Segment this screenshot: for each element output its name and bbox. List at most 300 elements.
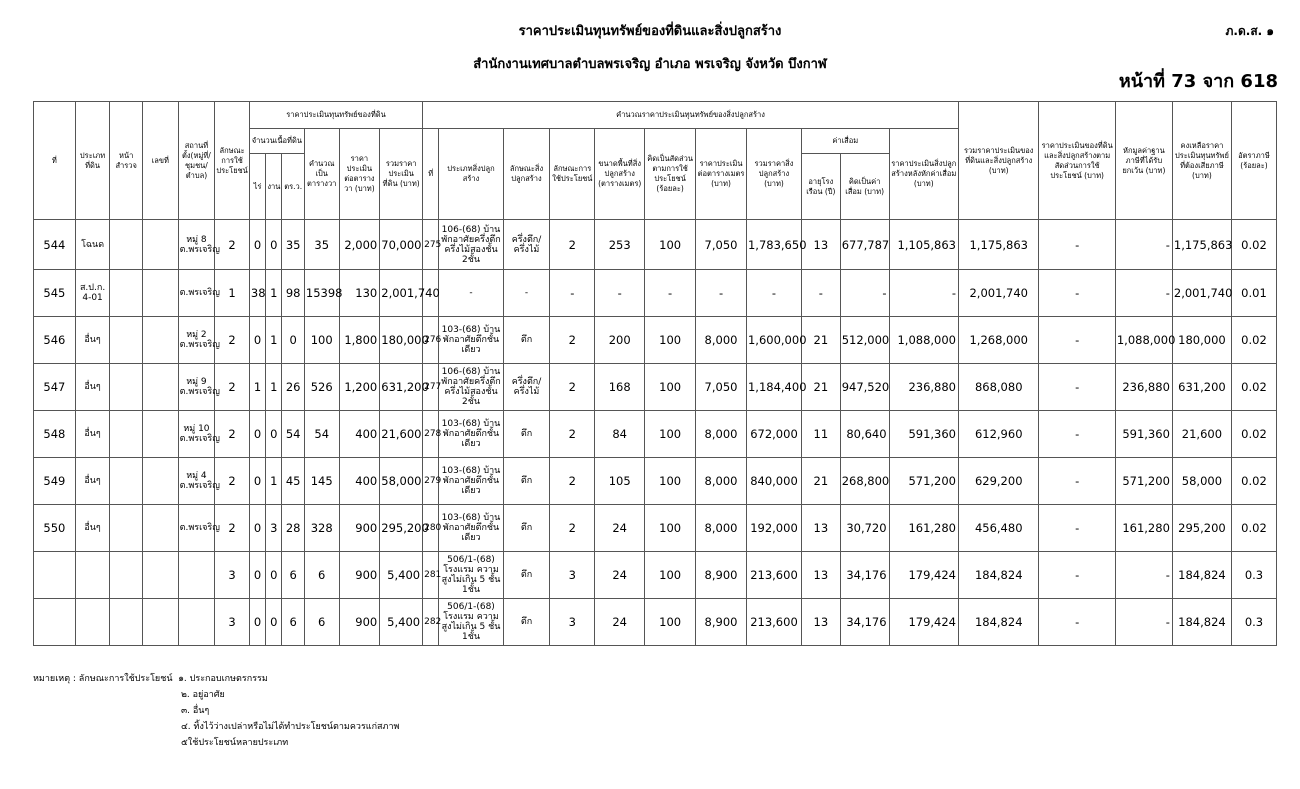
note-item: ๔. ทิ้งไว้ว่างเปล่าหรือไม่ได้ทำประโยชน์ตามควรแก่สภาพ	[181, 722, 400, 732]
cell-bld-net: 1,105,863	[889, 220, 958, 270]
cell-rai: 38	[249, 270, 265, 317]
cell-exempt: -	[1115, 552, 1172, 599]
cell-bld-kind: -	[503, 270, 550, 317]
cell-ngan: 3	[266, 505, 282, 552]
cell-proportion: -	[1039, 599, 1115, 646]
cell-proportion: -	[1039, 552, 1115, 599]
cell-bld-usage: 2	[550, 220, 595, 270]
cell-bld-type: 506/1-(68) โรงแรม ความสูงไม่เกิน 5 ชั้น 1ชั้น	[439, 599, 503, 646]
cell-price-per-wa: 130	[339, 270, 380, 317]
cell-wa: 35	[282, 220, 304, 270]
cell-bld-kind: ตึก	[503, 599, 550, 646]
cell-bld-no: 281	[423, 552, 439, 599]
cell-usage: 2	[215, 317, 250, 364]
note-item: ๕ใช้ประโยชน์หลายประเภท	[181, 738, 289, 748]
cell-bld-area: 253	[595, 220, 645, 270]
cell-location: หมู่ 8 ต.พรเจริญ	[178, 220, 215, 270]
cell-grand: 868,080	[959, 364, 1039, 411]
cell-bld-usage: 3	[550, 552, 595, 599]
cell-bld-price: -	[696, 270, 747, 317]
group-depreciation: ค่าเสื่อม	[801, 129, 889, 154]
cell-bld-type: 106-(68) บ้านพักอาศัยครึ่งตึกครึ่งไม้สองชั้น 2ชั้น	[439, 364, 503, 411]
form-code: ภ.ด.ส. ๑	[1225, 24, 1274, 38]
cell-bld-total: 840,000	[746, 458, 801, 505]
cell-rate: 0.3	[1231, 599, 1276, 646]
cell-bld-net: 571,200	[889, 458, 958, 505]
cell-sqwa: 6	[304, 599, 339, 646]
cell-location: หมู่ 9 ต.พรเจริญ	[178, 364, 215, 411]
cell-bld-pct: -	[645, 270, 696, 317]
cell-rai: 0	[249, 220, 265, 270]
cell-depr: 677,787	[840, 220, 889, 270]
cell-bld-total: 1,184,400	[746, 364, 801, 411]
col-wa: ตร.ว.	[282, 154, 304, 220]
cell-price-per-wa: 400	[339, 411, 380, 458]
cell-exempt: -	[1115, 220, 1172, 270]
cell-ngan: 0	[266, 599, 282, 646]
cell-wa: 54	[282, 411, 304, 458]
cell-land-type	[75, 552, 110, 599]
cell-bld-total: -	[746, 270, 801, 317]
cell-bld-pct: 100	[645, 599, 696, 646]
col-depreciation: คิดเป็นค่าเสื่อม (บาท)	[840, 154, 889, 220]
cell-land-type	[75, 599, 110, 646]
table-row	[34, 317, 1277, 364]
cell-bld-usage: 2	[550, 505, 595, 552]
cell-bld-kind: ตึก	[503, 552, 550, 599]
report-title: ราคาประเมินทุนทรัพย์ของที่ดินและสิ่งปลูกสร้าง	[518, 24, 782, 39]
cell-wa: 45	[282, 458, 304, 505]
cell-bld-net: 161,280	[889, 505, 958, 552]
cell-depr: 30,720	[840, 505, 889, 552]
cell-bld-price: 8,000	[696, 505, 747, 552]
col-exempt: หักมูลค่าฐานภาษีที่ได้รับยกเว้น (บาท)	[1115, 102, 1172, 220]
table-row	[34, 364, 1277, 411]
cell-rate: 0.02	[1231, 505, 1276, 552]
cell-land-type: โฉนด	[75, 220, 110, 270]
table-header	[34, 102, 1277, 220]
cell-bld-usage: 3	[550, 599, 595, 646]
cell-no: 547	[34, 364, 76, 411]
cell-sqwa: 145	[304, 458, 339, 505]
cell-land-total: 21,600	[380, 411, 423, 458]
cell-rate: 0.02	[1231, 411, 1276, 458]
cell-proportion: -	[1039, 270, 1115, 317]
cell-bld-total: 213,600	[746, 599, 801, 646]
cell-usage: 2	[215, 220, 250, 270]
cell-no	[34, 552, 76, 599]
col-location: สถานที่ตั้ง(หมู่ที่/ชุมชน/ตำบล)	[178, 102, 215, 220]
cell-depr: -	[840, 270, 889, 317]
cell-bld-net: 179,424	[889, 552, 958, 599]
cell-land-type: ส.ป.ก. 4-01	[75, 270, 110, 317]
cell-usage: 3	[215, 552, 250, 599]
table-row	[34, 552, 1277, 599]
cell-usage: 3	[215, 599, 250, 646]
cell-bld-type: 106-(68) บ้านพักอาศัยครึ่งตึกครึ่งไม้สองชั้น 2ชั้น	[439, 220, 503, 270]
group-building: คำนวณราคาประเมินทุนทรัพย์ของสิ่งปลูกสร้าง	[423, 102, 959, 129]
cell-survey-page	[110, 411, 143, 458]
cell-exempt: 236,880	[1115, 364, 1172, 411]
cell-rai: 0	[249, 599, 265, 646]
cell-bld-price: 8,000	[696, 317, 747, 364]
cell-bld-type: 103-(68) บ้านพักอาศัยตึกชั้นเดียว	[439, 411, 503, 458]
cell-price-per-wa: 1,800	[339, 317, 380, 364]
cell-bld-kind: ครึ่งตึก/ครึ่งไม้	[503, 220, 550, 270]
cell-no: 546	[34, 317, 76, 364]
cell-bld-no: 275	[423, 220, 439, 270]
cell-survey-page	[110, 364, 143, 411]
cell-bld-pct: 100	[645, 220, 696, 270]
col-bld-net: ราคาประเมินสิ่งปลูกสร้างหลังหักค่าเสื่อม (บาท)	[889, 129, 958, 220]
table-row	[34, 411, 1277, 458]
cell-wa: 6	[282, 552, 304, 599]
cell-survey-page	[110, 599, 143, 646]
cell-bld-kind: ตึก	[503, 317, 550, 364]
cell-location: ต.พรเจริญ	[178, 505, 215, 552]
cell-sqwa: 54	[304, 411, 339, 458]
cell-sqwa: 328	[304, 505, 339, 552]
cell-proportion: -	[1039, 220, 1115, 270]
cell-survey-page	[110, 552, 143, 599]
cell-bld-net: 179,424	[889, 599, 958, 646]
cell-remain: 180,000	[1172, 317, 1231, 364]
cell-rate: 0.02	[1231, 364, 1276, 411]
col-usage: ลักษณะการใช้ประโยชน์	[215, 102, 250, 220]
cell-land-total: 5,400	[380, 599, 423, 646]
cell-rai: 0	[249, 505, 265, 552]
cell-bld-no: 280	[423, 505, 439, 552]
cell-age: 21	[801, 317, 840, 364]
cell-remain: 631,200	[1172, 364, 1231, 411]
cell-rai: 0	[249, 552, 265, 599]
col-land-type: ประเภทที่ดิน	[75, 102, 110, 220]
cell-land-type: อื่นๆ	[75, 411, 110, 458]
cell-remain: 21,600	[1172, 411, 1231, 458]
cell-grand: 1,268,000	[959, 317, 1039, 364]
cell-land-total: 5,400	[380, 552, 423, 599]
cell-bld-kind: ตึก	[503, 458, 550, 505]
table-row	[34, 505, 1277, 552]
table-body	[34, 220, 1277, 646]
cell-no: 548	[34, 411, 76, 458]
cell-survey-page	[110, 317, 143, 364]
cell-age: 13	[801, 599, 840, 646]
cell-number	[142, 220, 178, 270]
cell-sqwa: 100	[304, 317, 339, 364]
cell-bld-pct: 100	[645, 505, 696, 552]
cell-depr: 34,176	[840, 599, 889, 646]
col-bld-type: ประเภทสิ่งปลูกสร้าง	[439, 129, 503, 220]
cell-bld-kind: ตึก	[503, 411, 550, 458]
cell-bld-net: 1,088,000	[889, 317, 958, 364]
cell-rai: 1	[249, 364, 265, 411]
assessment-table	[33, 101, 1277, 646]
cell-ngan: 0	[266, 552, 282, 599]
cell-rate: 0.02	[1231, 220, 1276, 270]
cell-rai: 0	[249, 458, 265, 505]
cell-grand: 1,175,863	[959, 220, 1039, 270]
cell-price-per-wa: 900	[339, 552, 380, 599]
cell-proportion: -	[1039, 458, 1115, 505]
cell-number	[142, 411, 178, 458]
cell-sqwa: 15398	[304, 270, 339, 317]
cell-ngan: 0	[266, 220, 282, 270]
cell-sqwa: 6	[304, 552, 339, 599]
cell-wa: 26	[282, 364, 304, 411]
cell-wa: 6	[282, 599, 304, 646]
cell-bld-total: 1,783,650	[746, 220, 801, 270]
col-bld-total: รวมราคาสิ่งปลูกสร้าง (บาท)	[746, 129, 801, 220]
col-bld-kind: ลักษณะสิ่งปลูกสร้าง	[503, 129, 550, 220]
col-land-total: รวมราคาประเมินที่ดิน (บาท)	[380, 129, 423, 220]
cell-bld-no: 282	[423, 599, 439, 646]
cell-bld-kind: ครึ่งตึก/ครึ่งไม้	[503, 364, 550, 411]
cell-location	[178, 599, 215, 646]
cell-remain: 184,824	[1172, 599, 1231, 646]
cell-rai: 0	[249, 411, 265, 458]
cell-ngan: 1	[266, 270, 282, 317]
cell-bld-no: 277	[423, 364, 439, 411]
cell-bld-usage: 2	[550, 317, 595, 364]
cell-bld-usage: -	[550, 270, 595, 317]
cell-usage: 2	[215, 458, 250, 505]
cell-rai: 0	[249, 317, 265, 364]
cell-land-total: 2,001,740	[380, 270, 423, 317]
note-item: ๒. อยู่อาศัย	[181, 690, 225, 700]
cell-remain: 295,200	[1172, 505, 1231, 552]
cell-depr: 947,520	[840, 364, 889, 411]
cell-bld-price: 8,000	[696, 458, 747, 505]
col-no: ที่	[34, 102, 76, 220]
cell-grand: 2,001,740	[959, 270, 1039, 317]
cell-rate: 0.02	[1231, 458, 1276, 505]
col-ngan: งาน	[266, 154, 282, 220]
cell-location: หมู่ 4 ต.พรเจริญ	[178, 458, 215, 505]
col-rai: ไร่	[249, 154, 265, 220]
table-row	[34, 599, 1277, 646]
cell-survey-page	[110, 505, 143, 552]
cell-land-total: 295,200	[380, 505, 423, 552]
cell-ngan: 0	[266, 411, 282, 458]
col-remaining: คงเหลือราคาประเมินทุนทรัพย์ที่ต้องเสียภาษี (บาท)	[1172, 102, 1231, 220]
cell-number	[142, 317, 178, 364]
cell-bld-no: 276	[423, 317, 439, 364]
cell-bld-area: 24	[595, 505, 645, 552]
cell-bld-price: 7,050	[696, 220, 747, 270]
table-row	[34, 458, 1277, 505]
cell-remain: 1,175,863	[1172, 220, 1231, 270]
cell-age: -	[801, 270, 840, 317]
cell-ngan: 1	[266, 458, 282, 505]
cell-no: 550	[34, 505, 76, 552]
cell-exempt: -	[1115, 270, 1172, 317]
cell-proportion: -	[1039, 364, 1115, 411]
cell-bld-usage: 2	[550, 458, 595, 505]
cell-land-type: อื่นๆ	[75, 364, 110, 411]
notes	[33, 671, 399, 751]
cell-age: 13	[801, 505, 840, 552]
cell-land-type: อื่นๆ	[75, 458, 110, 505]
cell-grand: 612,960	[959, 411, 1039, 458]
group-area: จำนวนเนื้อที่ดิน	[249, 129, 304, 154]
cell-exempt: 1,088,000	[1115, 317, 1172, 364]
cell-no: 549	[34, 458, 76, 505]
cell-bld-net: 591,360	[889, 411, 958, 458]
cell-usage: 2	[215, 505, 250, 552]
cell-bld-pct: 100	[645, 552, 696, 599]
cell-depr: 34,176	[840, 552, 889, 599]
cell-proportion: -	[1039, 505, 1115, 552]
cell-age: 21	[801, 364, 840, 411]
cell-bld-net: -	[889, 270, 958, 317]
cell-price-per-wa: 1,200	[339, 364, 380, 411]
cell-proportion: -	[1039, 317, 1115, 364]
cell-land-total: 180,000	[380, 317, 423, 364]
cell-location: หมู่ 10 ต.พรเจริญ	[178, 411, 215, 458]
cell-land-total: 631,200	[380, 364, 423, 411]
col-survey-page: หน้าสำรวจ	[110, 102, 143, 220]
cell-age: 21	[801, 458, 840, 505]
cell-survey-page	[110, 220, 143, 270]
cell-bld-area: 24	[595, 599, 645, 646]
cell-bld-type: 103-(68) บ้านพักอาศัยตึกชั้นเดียว	[439, 458, 503, 505]
cell-depr: 80,640	[840, 411, 889, 458]
cell-wa: 28	[282, 505, 304, 552]
cell-wa: 98	[282, 270, 304, 317]
cell-exempt: 591,360	[1115, 411, 1172, 458]
col-number: เลขที่	[142, 102, 178, 220]
cell-bld-price: 8,900	[696, 552, 747, 599]
cell-sqwa: 526	[304, 364, 339, 411]
cell-bld-pct: 100	[645, 411, 696, 458]
cell-remain: 184,824	[1172, 552, 1231, 599]
cell-land-total: 70,000	[380, 220, 423, 270]
page-number: หน้าที่ 73 จาก 618	[1118, 71, 1278, 92]
cell-exempt: 571,200	[1115, 458, 1172, 505]
cell-usage: 2	[215, 411, 250, 458]
report-subtitle: สำนักงานเทศบาลตำบลพรเจริญ อำเภอ พรเจริญ จังหวัด บึงกาฬ	[473, 57, 827, 72]
cell-land-total: 58,000	[380, 458, 423, 505]
cell-ngan: 1	[266, 317, 282, 364]
table-row	[34, 270, 1277, 317]
cell-number	[142, 505, 178, 552]
cell-bld-type: 103-(68) บ้านพักอาศัยตึกชั้นเดียว	[439, 317, 503, 364]
notes-label: หมายเหตุ : ลักษณะการใช้ประโยชน์	[33, 674, 173, 684]
cell-age: 13	[801, 552, 840, 599]
cell-rate: 0.01	[1231, 270, 1276, 317]
cell-location	[178, 552, 215, 599]
cell-bld-pct: 100	[645, 364, 696, 411]
cell-bld-price: 8,900	[696, 599, 747, 646]
cell-land-type: อื่นๆ	[75, 317, 110, 364]
cell-grand: 456,480	[959, 505, 1039, 552]
cell-bld-type: -	[439, 270, 503, 317]
cell-bld-area: 168	[595, 364, 645, 411]
cell-sqwa: 35	[304, 220, 339, 270]
cell-price-per-wa: 900	[339, 599, 380, 646]
cell-exempt: 161,280	[1115, 505, 1172, 552]
cell-location: ต.พรเจริญ	[178, 270, 215, 317]
cell-number	[142, 458, 178, 505]
group-land: ราคาประเมินทุนทรัพย์ของที่ดิน	[249, 102, 422, 129]
col-proportion: ราคาประเมินของที่ดินและสิ่งปลูกสร้างตามสัดส่วนการใช้ประโยชน์ (บาท)	[1039, 102, 1115, 220]
cell-grand: 629,200	[959, 458, 1039, 505]
cell-bld-total: 1,600,000	[746, 317, 801, 364]
cell-grand: 184,824	[959, 599, 1039, 646]
cell-bld-kind: ตึก	[503, 505, 550, 552]
cell-survey-page	[110, 270, 143, 317]
cell-price-per-wa: 2,000	[339, 220, 380, 270]
cell-bld-net: 236,880	[889, 364, 958, 411]
cell-depr: 512,000	[840, 317, 889, 364]
cell-grand: 184,824	[959, 552, 1039, 599]
cell-survey-page	[110, 458, 143, 505]
cell-remain: 2,001,740	[1172, 270, 1231, 317]
cell-bld-no: 279	[423, 458, 439, 505]
cell-bld-price: 7,050	[696, 364, 747, 411]
col-sqwa: คำนวณเป็นตารางวา	[304, 129, 339, 220]
cell-rate: 0.02	[1231, 317, 1276, 364]
cell-bld-area: -	[595, 270, 645, 317]
table-row	[34, 220, 1277, 270]
cell-price-per-wa: 400	[339, 458, 380, 505]
cell-depr: 268,800	[840, 458, 889, 505]
cell-wa: 0	[282, 317, 304, 364]
cell-bld-pct: 100	[645, 317, 696, 364]
cell-rate: 0.3	[1231, 552, 1276, 599]
col-age: อายุโรงเรือน (ปี)	[801, 154, 840, 220]
cell-location: หมู่ 2 ต.พรเจริญ	[178, 317, 215, 364]
cell-bld-usage: 2	[550, 411, 595, 458]
cell-bld-total: 192,000	[746, 505, 801, 552]
col-bld-pct: คิดเป็นสัดส่วนตามการใช้ประโยชน์ (ร้อยละ)	[645, 129, 696, 220]
cell-bld-price: 8,000	[696, 411, 747, 458]
cell-no: 545	[34, 270, 76, 317]
col-price-per-wa: ราคาประเมินต่อตารางวา (บาท)	[339, 129, 380, 220]
cell-bld-area: 200	[595, 317, 645, 364]
cell-bld-area: 105	[595, 458, 645, 505]
cell-bld-no: 278	[423, 411, 439, 458]
cell-number	[142, 599, 178, 646]
note-item: ๑. ประกอบเกษตรกรรม	[178, 674, 268, 684]
cell-land-type: อื่นๆ	[75, 505, 110, 552]
cell-bld-total: 213,600	[746, 552, 801, 599]
cell-price-per-wa: 900	[339, 505, 380, 552]
cell-bld-type: 103-(68) บ้านพักอาศัยตึกชั้นเดียว	[439, 505, 503, 552]
cell-bld-total: 672,000	[746, 411, 801, 458]
cell-exempt: -	[1115, 599, 1172, 646]
cell-bld-area: 84	[595, 411, 645, 458]
cell-bld-usage: 2	[550, 364, 595, 411]
note-item: ๓. อื่นๆ	[181, 706, 210, 716]
col-tax-rate: อัตราภาษี (ร้อยละ)	[1231, 102, 1276, 220]
col-bld-no: ที่	[423, 129, 439, 220]
cell-usage: 2	[215, 364, 250, 411]
cell-no	[34, 599, 76, 646]
cell-usage: 1	[215, 270, 250, 317]
col-grand-total: รวมราคาประเมินของที่ดินและสิ่งปลูกสร้าง (บาท)	[959, 102, 1039, 220]
cell-number	[142, 552, 178, 599]
cell-remain: 58,000	[1172, 458, 1231, 505]
col-bld-price: ราคาประเมินต่อตารางเมตร (บาท)	[696, 129, 747, 220]
cell-bld-pct: 100	[645, 458, 696, 505]
col-bld-area: ขนาดพื้นที่สิ่งปลูกสร้าง (ตารางเมตร)	[595, 129, 645, 220]
col-bld-usage: ลักษณะการใช้ประโยชน์	[550, 129, 595, 220]
cell-number	[142, 270, 178, 317]
cell-proportion: -	[1039, 411, 1115, 458]
cell-age: 11	[801, 411, 840, 458]
